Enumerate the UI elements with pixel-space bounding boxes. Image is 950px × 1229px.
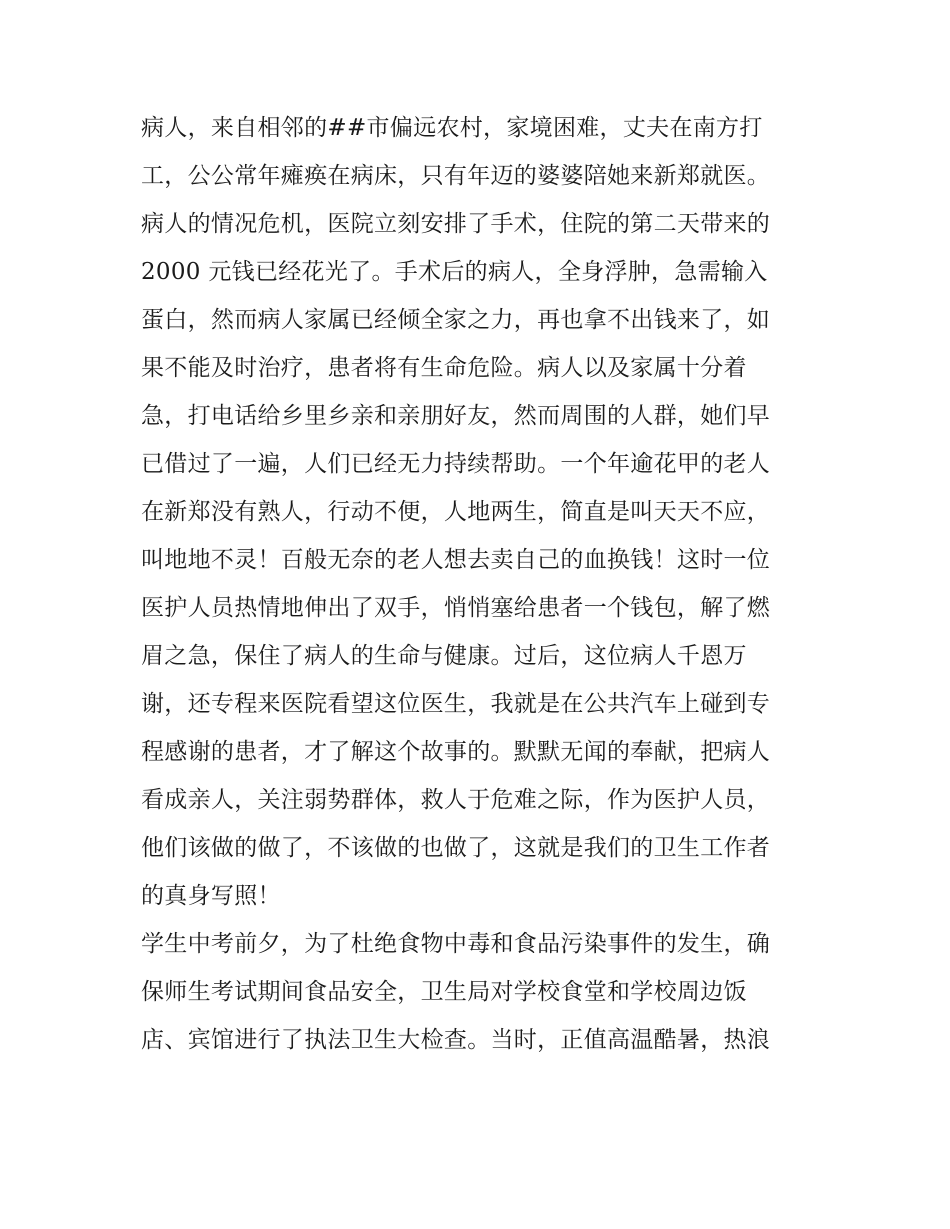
text-line: 已借过了一遍，人们已经无力持续帮助。一个年逾花甲的老人 <box>141 451 771 477</box>
text-line: 病人的情况危机，医院立刻安排了手术，住院的第二天带来的 <box>141 211 771 237</box>
text-line: 他们该做的做了，不该做的也做了，这就是我们的卫生工作者 <box>141 835 771 861</box>
text-line: 在新郑没有熟人，行动不便，人地两生，简直是叫天天不应， <box>141 499 771 525</box>
text-line: 的真身写照！ <box>141 883 281 909</box>
text-line: 蛋白，然而病人家属已经倾全家之力，再也拿不出钱来了，如 <box>141 307 771 333</box>
text-line: 果不能及时治疗，患者将有生命危险。病人以及家属十分着 <box>141 355 747 381</box>
text-line: 店、宾馆进行了执法卫生大检查。当时，正值高温酷暑，热浪 <box>141 1027 771 1053</box>
text-line: 叫地地不灵！百般无奈的老人想去卖自己的血换钱！这时一位 <box>141 547 771 573</box>
text-line: 急，打电话给乡里乡亲和亲朋好友，然而周围的人群，她们早 <box>141 403 771 429</box>
text-line: 谢，还专程来医院看望这位医生，我就是在公共汽车上碰到专 <box>141 691 771 717</box>
text-line: 工，公公常年瘫痪在病床，只有年迈的婆婆陪她来新郑就医。 <box>141 163 771 189</box>
text-line: 2000 元钱已经花光了。手术后的病人，全身浮肿，急需输入 <box>141 259 768 285</box>
text-line: 眉之急，保住了病人的生命与健康。过后，这位病人千恩万 <box>141 643 747 669</box>
text-line: 看成亲人，关注弱势群体，救人于危难之际，作为医护人员， <box>141 787 771 813</box>
text-line: 病人，来自相邻的##市偏远农村，家境困难，丈夫在南方打 <box>141 115 763 141</box>
text-line: 程感谢的患者，才了解这个故事的。默默无闻的奉献，把病人 <box>141 739 771 765</box>
text-line: 保师生考试期间食品安全，卫生局对学校食堂和学校周边饭 <box>141 979 747 1005</box>
text-line: 学生中考前夕，为了杜绝食物中毒和食品污染事件的发生，确 <box>141 931 771 957</box>
body-text <box>141 104 821 1064</box>
text-line: 医护人员热情地伸出了双手，悄悄塞给患者一个钱包，解了燃 <box>141 595 771 621</box>
